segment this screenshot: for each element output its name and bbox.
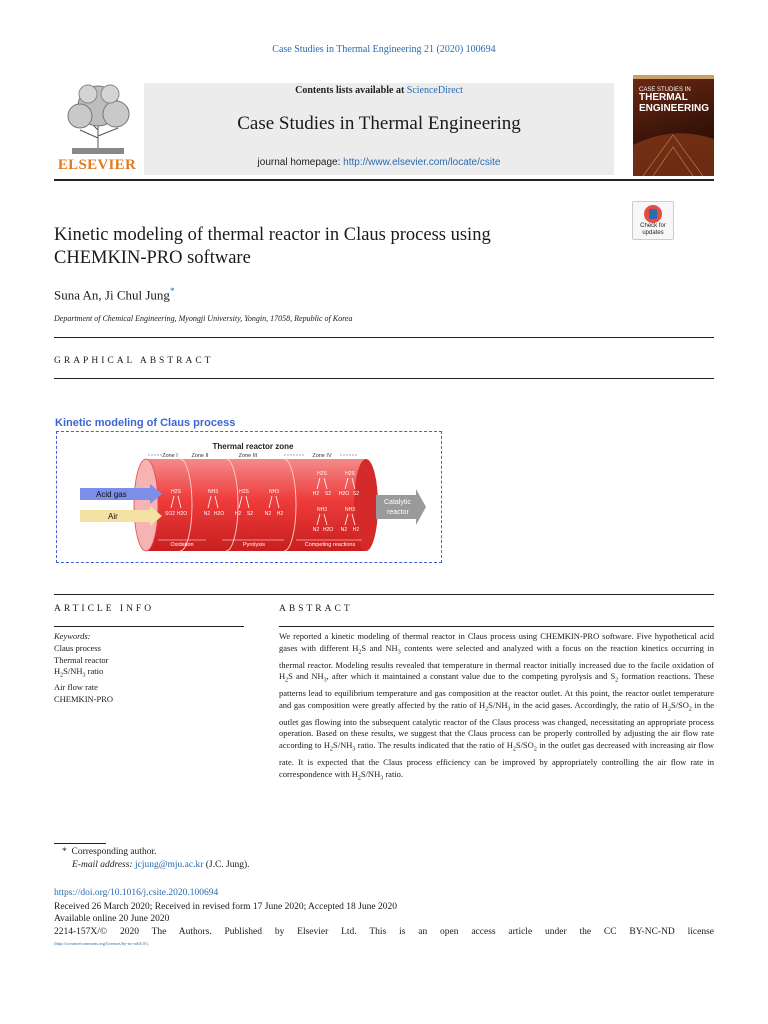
keyword-item: Claus process	[54, 643, 101, 653]
journal-citation[interactable]: Case Studies in Thermal Engineering 21 (2020) 100694	[272, 44, 496, 55]
reactant: NH3	[207, 489, 219, 495]
cover-text	[639, 87, 709, 114]
graphical-abstract-figure[interactable]	[58, 433, 440, 561]
subscript: 2	[330, 747, 334, 753]
abstract-text: S and NH	[361, 642, 398, 653]
cover-line-1: CASE STUDIES IN	[639, 87, 691, 93]
keyword-item: CHEMKIN-PRO	[54, 693, 114, 704]
acid-gas-input-label: Acid gas	[96, 490, 127, 499]
reactant: H2S	[317, 471, 327, 477]
subscript: 3	[507, 706, 511, 713]
available-online-date: Available online 20 June 2020	[54, 914, 170, 924]
received-dates: Received 26 March 2020; Received in revised form 17 June 2020; Accepted 18 June 2020	[54, 902, 397, 912]
product: H2	[312, 491, 320, 497]
zone-label: Zone IV	[312, 453, 332, 459]
reactant: NH3	[268, 489, 280, 495]
product: N2	[264, 511, 272, 517]
email-label: E-mail address:	[72, 860, 133, 870]
section-divider	[54, 337, 714, 338]
product: H2O	[176, 511, 188, 517]
paper-title	[54, 224, 614, 270]
homepage-link[interactable]: http://www.elsevier.com/locate/csite	[343, 157, 501, 168]
section-divider	[54, 594, 714, 595]
subscript: 3	[397, 649, 401, 656]
cover-line-2: THERMAL ENGINEERING	[639, 92, 710, 114]
catalytic-reactor-label: reactor	[387, 509, 409, 516]
section-divider	[54, 626, 244, 627]
abstract-text: S/SO	[670, 699, 689, 710]
paper-title-line-1: Kinetic modeling of thermal reactor in Claus process using	[54, 225, 491, 245]
reactant: H2S	[239, 489, 249, 495]
graphical-abstract-heading: GRAPHICAL ABSTRACT	[54, 356, 214, 366]
abstract-text: S/SO	[515, 740, 534, 751]
subscript: 2	[60, 672, 64, 679]
subscript: 2	[485, 706, 489, 713]
abstract-text: S/NH	[333, 740, 353, 751]
license-statement: 2214-157X/© 2020 The Authors. Published by Elsevier Ltd. This is an open access article under the CC BY-NC-ND license	[54, 927, 714, 937]
keyword-part: S/NH	[63, 666, 83, 676]
keyword-item: Thermal reactor	[54, 654, 109, 665]
abstract-text: S/NH	[488, 699, 508, 710]
product: S2	[246, 511, 254, 517]
stage-label: Oxidation	[170, 542, 194, 548]
subscript: 2	[615, 678, 619, 685]
abstract-text: formation reactions. These patterns lead to equilibrium temperature and gas composition at the reactor outlet. At this point, the reactor outlet temperature and gas composition were greatly affected by the ratio of H	[279, 671, 715, 710]
corresponding-author-text: Corresponding author.	[71, 847, 157, 857]
product: H2	[234, 511, 242, 517]
author-list	[54, 286, 174, 303]
subscript: 2	[358, 649, 362, 656]
email-suffix: (J.C. Jung).	[205, 860, 250, 870]
abstract-text: We reported a kinetic modeling of thermal reactor in Claus process using CHEMKIN-PRO software. Five hypothetical acid gases with different H	[279, 631, 714, 653]
product: N2	[340, 527, 348, 533]
abstract-text: ratio.	[383, 768, 404, 779]
graphical-abstract-title: Kinetic modeling of Claus process	[55, 417, 236, 429]
sciencedirect-link[interactable]: ScienceDirect	[406, 85, 463, 96]
journal-cover[interactable]	[633, 75, 714, 176]
journal-masthead	[54, 80, 714, 176]
email-link[interactable]: jcjung@mju.ac.kr	[134, 860, 204, 870]
product: S2	[324, 491, 332, 497]
subscript: 3	[380, 775, 384, 782]
zone-label: Zone I	[162, 453, 178, 459]
zone-label: Zone II	[191, 453, 209, 459]
subscript: 2	[533, 747, 537, 753]
abstract-heading: ABSTRACT	[279, 604, 353, 614]
reactant: H2S	[345, 471, 355, 477]
elsevier-logo[interactable]	[54, 80, 140, 176]
paper-title-line-2: CHEMKIN-PRO software	[54, 248, 251, 268]
abstract-text: contents were selected and analyzed with a focus on the reaction kinetics occurring in thermal reactor. Modeling results revealed that temperature in thermal reactor initially increased due to the facile oxidation of H	[279, 642, 714, 682]
homepage-line	[144, 157, 614, 168]
zone-label: Zone III	[238, 453, 258, 459]
subscript: 2	[285, 678, 289, 685]
author-affiliation: Department of Chemical Engineering, Myongji University, Yongin, 17058, Republic of Korea	[54, 314, 353, 323]
subscript: 2	[667, 706, 671, 713]
product: H2O	[338, 491, 350, 497]
subscript: 3	[82, 672, 86, 679]
subscript: 2	[357, 775, 361, 782]
catalytic-reactor-label: Catalytic	[384, 499, 411, 506]
keyword-item: Air flow rate	[54, 682, 98, 693]
subscript: 2	[688, 706, 692, 713]
footnote-mark: *	[62, 847, 67, 857]
license-link[interactable]: (http://creativecommons.org/licenses/by-nc-nd/4.0/).	[54, 941, 149, 946]
email-note	[72, 860, 250, 870]
reactant: NH3	[344, 507, 356, 513]
abstract-text: , after which it maintained a constant value due to the competing pyrolysis and S	[326, 671, 616, 682]
air-input-label: Air	[108, 512, 118, 521]
reactant: H2S	[171, 489, 181, 495]
subscript: 2	[512, 747, 516, 753]
elsevier-wordmark: ELSEVIER	[57, 157, 137, 173]
product: N2	[203, 511, 211, 517]
check-for-updates-badge[interactable]	[632, 201, 674, 240]
subscript: 3	[323, 678, 327, 685]
journal-banner	[144, 83, 614, 175]
product: H2	[352, 527, 360, 533]
journal-title: Case Studies in Thermal Engineering	[237, 113, 521, 134]
product: SO2	[164, 511, 176, 517]
product: H2O	[322, 527, 334, 533]
doi-link[interactable]: https://doi.org/10.1016/j.csite.2020.100694	[54, 888, 219, 898]
bookmark-icon	[644, 205, 662, 223]
article-info-heading: ARTICLE INFO	[54, 604, 155, 614]
keyword-part: ratio	[85, 666, 104, 676]
abstract-text: ratio. The results indicated that the ratio of H	[355, 740, 513, 751]
abstract-text: S/NH	[360, 768, 381, 779]
corresponding-author-note	[62, 847, 156, 857]
abstract-text: in the acid gases. Accordingly, the ratio of H	[510, 699, 668, 710]
abstract-text: in the outlet gas decreased with increasing air flow rate. It is expected that the Claus process efficiency can be improved by appropriately controlling the air flow rate in correspondence with H	[279, 740, 714, 779]
abstract-body	[279, 631, 714, 785]
keyword-part: H	[54, 666, 61, 676]
section-divider	[54, 378, 714, 379]
product: H2O	[213, 511, 225, 517]
masthead-divider	[54, 179, 714, 181]
abstract-text: S and NH	[288, 671, 324, 682]
check-updates-line-1: Check for	[640, 223, 666, 229]
zone-header: Thermal reactor zone	[212, 442, 294, 451]
product: S2	[352, 491, 360, 497]
contents-prefix: Contents lists available at	[295, 85, 407, 96]
stage-label: Pyrolysis	[242, 542, 266, 548]
elsevier-tree-icon	[58, 80, 138, 156]
author-name[interactable]: Ji Chul Jung	[104, 287, 170, 303]
keyword-list	[54, 643, 113, 705]
abstract-text: in the outlet gas flowing into the subsequent catalytic reactor of the Claus process was changed, necessitating an appropriate process operation. Based on these results, we suggest that the Claus process can be properly controlled by adjusting the air flow rate according to H	[279, 699, 715, 751]
stage-label: Competing reactions	[304, 542, 356, 548]
author-separator: ,	[98, 287, 105, 303]
reactant: NH3	[316, 507, 328, 513]
footnote-divider	[54, 843, 106, 844]
section-divider	[279, 626, 714, 627]
contents-line	[144, 85, 614, 96]
author-name[interactable]: Suna An	[54, 287, 99, 303]
keywords-heading: Keywords:	[54, 631, 91, 641]
product: N2	[312, 527, 320, 533]
keyword-item	[54, 666, 113, 682]
corresponding-author-mark[interactable]: *	[169, 286, 175, 296]
subscript: 3	[352, 747, 356, 753]
product: H2	[276, 511, 284, 517]
homepage-prefix: journal homepage:	[257, 157, 344, 168]
check-updates-line-2: updates	[642, 230, 664, 236]
